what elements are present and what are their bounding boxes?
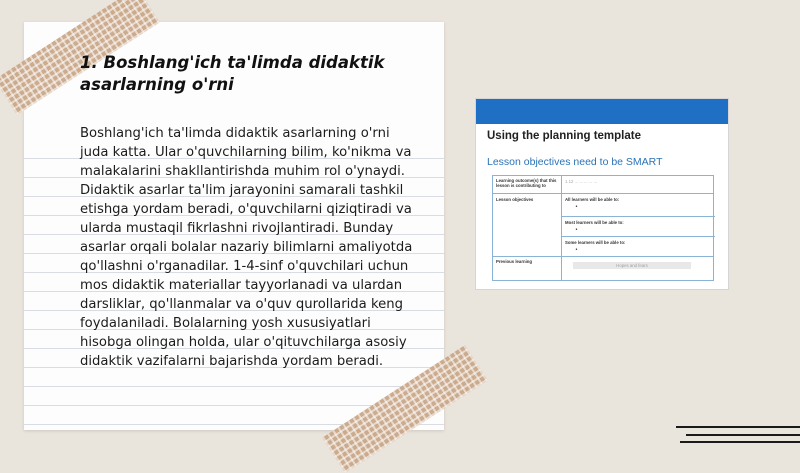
table-cell-value: All learners will be able to: (565, 197, 620, 202)
bullet-icon: • (575, 247, 578, 253)
table-cell-value: 1.12 ... ... ... ... ... (565, 179, 598, 184)
screenshot-header-bar (476, 99, 728, 124)
table-cell-value: Most learners will be able to: (565, 220, 624, 225)
slide-title: 1. Boshlang'ich ta'limda didaktik asarlarning o'rni (80, 53, 385, 94)
table-cell-label: Previous learning (496, 259, 533, 264)
decorative-line (680, 441, 800, 443)
planning-table (492, 175, 714, 281)
table-cell-value: Some learners will be able to: (565, 240, 626, 245)
table-cell-label: Learning outcome(s) that this lesson is contributing to (496, 178, 557, 188)
bullet-icon: • (575, 227, 578, 233)
decorative-line (686, 434, 800, 436)
screenshot-heading: Using the planning template (487, 130, 641, 142)
table-cell-label: Lesson objectives (496, 197, 534, 202)
slide-body-text: Boshlang'ich ta'limda didaktik asarlarning o'rni juda katta. Ular o'quvchilarning bilim, ko'nikma va malakalarini shakllantirishda muhim rol o'ynaydi. Didaktik asarlar ta'lim jarayonini samarali tashkil etishga yordam beradi, o'quvchilarni qiziqtiradi va ularda mustaqil fikrlashni rivojlantiradi. Bunday asarlar orqali bolalar nazariy bilimlarni amaliyotda qo'llashni o'rganadilar. 1-4-sinf o'quvchilari uchun mos didaktik materiallar tayyorlanadi va ulardan darsliklar, qo'llanmalar va o'quv qurollarida keng foydalaniladi. Bolalarning yosh xususiyatlari hisobga olingan holda, ular o'qituvchilarga asosiy didaktik vazifalarni bajarishda yordam beradi. (80, 126, 413, 369)
bullet-icon: • (575, 204, 578, 210)
table-cell-value: Hopes and fears (573, 262, 691, 269)
embedded-screenshot (475, 98, 729, 290)
decorative-line (676, 426, 800, 428)
screenshot-subheading: Lesson objectives need to be SMART (487, 156, 663, 168)
